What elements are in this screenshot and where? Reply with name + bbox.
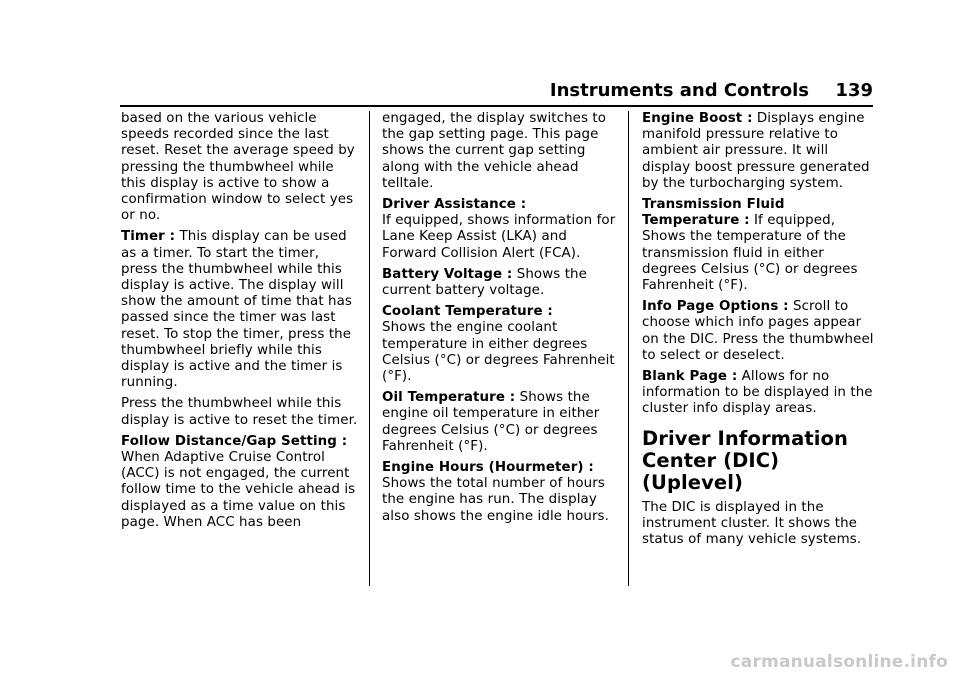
text: If equipped, shows information for Lane Keep Assist (LKA) and Forward Collision Alert (FCA). [382,213,616,261]
column-3 [642,111,878,553]
paragraph-transmission-fluid [642,197,878,294]
paragraph-follow-distance [121,434,359,531]
paragraph-average-speed [121,111,359,224]
page-number: 139 [835,80,873,101]
text: Press the thumbwheel while this display is active to reset the timer. [121,396,358,428]
text: Shows the current battery voltage. [382,266,587,299]
term-info-page-options: Info Page Options : [642,299,789,315]
column-divider [628,111,629,586]
text: based on the various vehicle speeds recorded since the last reset. Reset the average speed by pressing the thumbwheel while this display is active to show a confirmation window to select yes or no. [121,111,355,224]
column-2 [382,111,618,530]
paragraph-timer [121,229,359,391]
term-coolant-temperature: Coolant Temperature : [382,304,553,320]
text: Allows for no information to be displayed in the cluster info display areas. [642,369,873,417]
header-rule [120,105,873,107]
paragraph-driver-assistance [382,197,618,262]
paragraph-oil-temperature [382,390,618,455]
page-header [120,80,873,102]
text: If equipped, Shows the temperature of the transmission fluid in either degrees Celsius (°C) or degrees Fahrenheit (°F). [642,213,858,294]
term-timer: Timer : [121,229,176,245]
column-1 [121,111,359,536]
paragraph-engine-hours [382,460,618,525]
paragraph-coolant-temperature [382,304,618,385]
section-title: Instruments and Controls [549,80,809,101]
term-engine-hours: Engine Hours (Hourmeter) : [382,460,594,476]
text: When Adaptive Cruise Control (ACC) is not engaged, the current follow time to the vehicle ahead is displayed as a time value on this page. When ACC has been [121,450,356,530]
text: Shows the engine coolant temperature in either degrees Celsius (°C) or degrees Fahrenheit (°F). [382,320,615,385]
paragraph-gap-setting [382,111,618,192]
term-follow-distance: Follow Distance/Gap Setting : [121,433,348,449]
term-driver-assistance: Driver Assistance : [382,197,527,213]
text: engaged, the display switches to the gap setting page. This page shows the current gap setting along with the vehicle ahead telltale. [382,111,607,191]
text: The DIC is displayed in the instrument cluster. It shows the status of many vehicle systems. [642,499,862,548]
paragraph-info-page-options [642,299,878,364]
term-transmission-fluid: Transmission Fluid Temperature : [642,197,785,229]
section-heading: Driver Information Center (DIC) (Uplevel) [642,426,849,494]
text: Displays engine manifold pressure relative to ambient air pressure. It will display boost pressure generated by the turbocharging system. [642,111,870,191]
term-engine-boost: Engine Boost : [642,111,753,126]
term-blank-page: Blank Page : [642,369,738,385]
term-oil-temperature: Oil Temperature : [382,390,516,406]
paragraph-engine-boost [642,111,878,192]
paragraph-reset-timer [121,396,359,428]
text: Scroll to choose which info pages appear on the DIC. Press the thumbwheel to select or deselect. [642,299,874,363]
text: Shows the engine oil temperature in either degrees Celsius (°C) or degrees Fahrenheit (°F). [382,390,600,454]
term-battery-voltage: Battery Voltage : [382,266,513,282]
paragraph-dic-intro [642,500,878,549]
column-divider [369,111,370,586]
paragraph-battery-voltage [382,267,618,299]
text: This display can be used as a timer. To start the timer, press the thumbwheel while this display is active. The display will show the amount of time that has passed since the timer was last reset. To stop the timer, press the thumbwheel briefly while this display is active and the timer is running. [121,229,353,391]
watermark: carmanualsonline.info [730,652,948,672]
text: Shows the total number of hours the engine has run. The display also shows the engine idle hours. [382,476,609,524]
paragraph-blank-page [642,369,878,418]
